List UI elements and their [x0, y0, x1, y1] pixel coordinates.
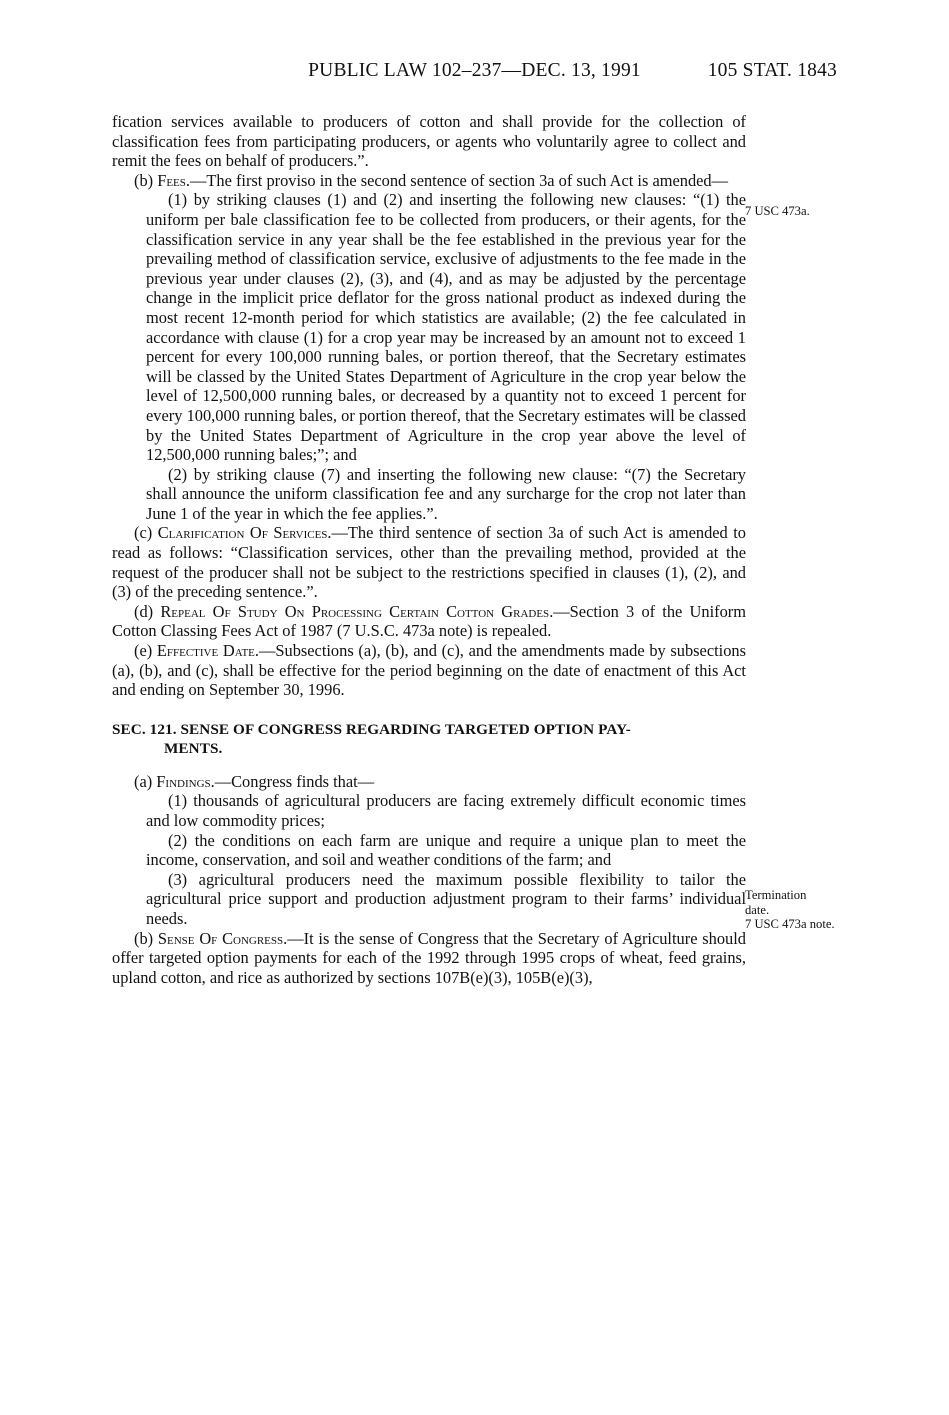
sidenote-termination-line2: date.: [745, 902, 770, 917]
header-citation: PUBLIC LAW 102–237—DEC. 13, 1991: [308, 60, 641, 81]
body-column: [112, 112, 746, 987]
paragraph-e-effective-date: (e) Effective Date.—Subsections (a), (b), and (c), and the amendments made by subsections (a), (b), and (c), shall be effective for the period beginning on the date of enactment of this Act and ending on September 30, 1996.: [112, 641, 746, 700]
paragraph-b-1: (1) by striking clauses (1) and (2) and inserting the following new clauses: “(1) the uniform per bale classification fee to be collected from producers, or their agents, for the classification service in any year shall be the fee established in the previous year for the prevailing method of classification service, exclusive of adjustments to the fee made in the previous year under clauses (2), (3), and (4), and as may be adjusted by the percentage change in the implicit price deflator for the gross national product as indexed during the most recent 12-month period for which statistics are available; (2) the fee calculated in accordance with clause (1) for a crop year may be increased by an amount not to exceed 1 percent for every 100,000 running bales, or portion thereof, that the Secretary estimates will be classed by the United States Department of Agriculture in the crop year below the level of 12,500,000 running bales, or decreased by a quantity not to exceed 1 percent for every 100,000 running bales, or portion thereof, that the Secretary estimates will be classed by the United States Department of Agriculture in the crop year above the level of 12,500,000 running bales;”; and: [146, 190, 746, 465]
paragraph-a-1: (1) thousands of agricultural producers are facing extremely difficult economic times and low commodity prices;: [146, 791, 746, 830]
sidenote-termination-line1: Termination: [745, 888, 807, 902]
sidenote-termination-line3: 7 USC 473a note.: [745, 917, 835, 932]
paragraph-a-findings: (a) Findings.—Congress finds that—: [134, 771, 375, 791]
paragraph-b-sense-of-congress: (b) Sense Of Congress.—It is the sense of Congress that the Secretary of Agriculture should offer targeted option payments for each of the 1992 through 1995 crops of wheat, feed grains, upland cotton, and rice as authorized by sections 107B(e)(3), 105B(e)(3),: [112, 928, 746, 987]
paragraph-c-clarification: (c) Clarification Of Services.—The third sentence of section 3a of such Act is amended to read as follows: “Classification services, other than the prevailing method, provided at the request of the producer shall not be subject to the restrictions specified in clauses (1), (2), and (3) of the preceding sentence.”.: [112, 523, 746, 602]
paragraph-d-repeal: (d) Repeal Of Study On Processing Certain Cotton Grades.—Section 3 of the Uniform Cotton Classing Fees Act of 1987 (7 U.S.C. 473a note) is repealed.: [112, 601, 746, 641]
sidenote-termination: [745, 888, 915, 932]
section-heading-line1: SEC. 121. SENSE OF CONGRESS REGARDING TARGETED OPTION PAY-: [112, 720, 631, 738]
header-stat-number: 105 STAT. 1843: [707, 60, 837, 81]
paragraph-a-2: (2) the conditions on each farm are unique and require a unique plan to meet the income, conservation, and soil and weather conditions of the farm; and: [146, 830, 746, 870]
paragraph-b-fees: (b) Fees.—The first proviso in the second sentence of section 3a of such Act is amended—: [134, 170, 729, 190]
page-header: [112, 60, 837, 86]
paragraph-a-3: (3) agricultural producers need the maximum possible flexibility to tailor the agricultural price support and production adjustment program to their farms’ individual needs.: [146, 869, 746, 928]
paragraph-b-2: (2) by striking clause (7) and inserting the following new clause: “(7) the Secretary shall announce the uniform classification fee and any surcharge for the crop not later than June 1 of the year in which the fee applies.”.: [146, 464, 746, 523]
section-heading-line2: MENTS.: [164, 739, 223, 757]
sidenote-usc-473a: 7 USC 473a.: [745, 204, 810, 218]
paragraph-continuation: fication services available to producers of cotton and shall provide for the collection of classification fees from participating producers, or agents who voluntarily agree to collect and remit the fees on behalf of producers.”.: [112, 112, 746, 171]
section-heading: [112, 720, 746, 758]
